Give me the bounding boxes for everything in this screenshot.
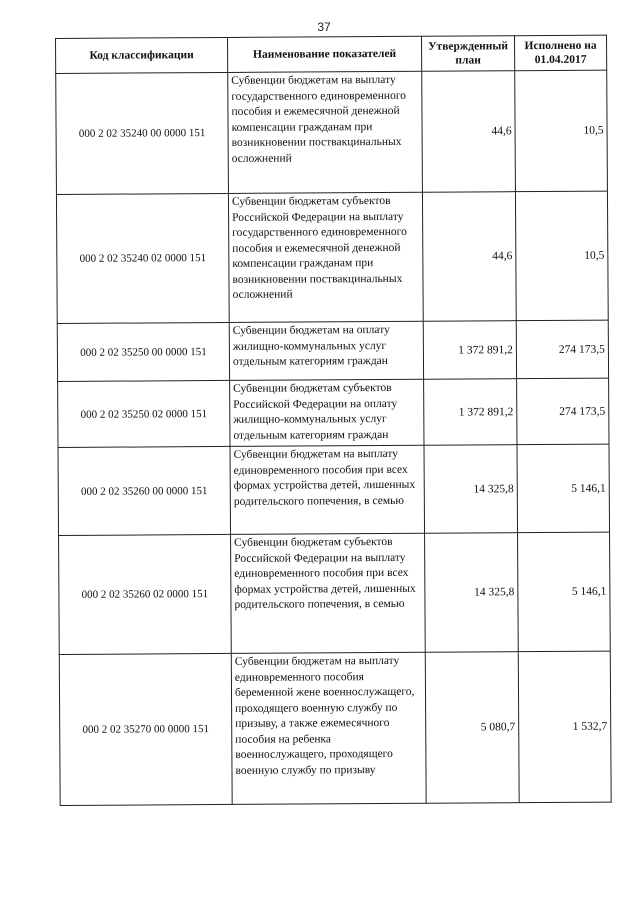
table-row (57, 320, 608, 381)
table-row (58, 378, 609, 447)
row-plan: 1 372 891,2 (423, 321, 516, 380)
page-number: 37 (317, 20, 331, 34)
row-name: Субвенции бюджетам на выплату единовременного пособия беременной жене военнослужащего, проходящего военную службу по призыву, а также ежемесячного пособия на ребенка военнослужащего, проходящего военную службу по призыву (231, 652, 426, 804)
row-code: 000 2 02 35260 02 0000 151 (59, 534, 232, 654)
row-plan: 14 325,8 (425, 533, 519, 653)
row-name: Субвенции бюджетам на выплату государственного единовременного пособия и ежемесячной денежной компенсации гражданам при возникновении поствакцинальных осложнений (228, 71, 423, 193)
row-plan: 44,6 (422, 192, 516, 322)
row-executed: 10,5 (515, 191, 608, 321)
row-code: 000 2 02 35240 00 0000 151 (56, 72, 229, 194)
row-executed: 5 146,1 (517, 444, 610, 533)
row-name: Субвенции бюджетам на выплату единовременного пособия при всех формах устройства детей, лишенных родительского попечения, в семью (230, 445, 425, 534)
row-name: Субвенции бюджетам на оплату жилищно-коммунальных услуг отдельным категориям граждан (229, 321, 423, 380)
table-row (58, 444, 610, 535)
row-plan: 14 325,8 (424, 445, 518, 534)
table-row (56, 70, 608, 194)
table-row (56, 191, 608, 323)
row-executed: 274 173,5 (516, 320, 608, 379)
row-plan: 5 080,7 (425, 652, 519, 804)
table-row (59, 651, 611, 805)
row-name: Субвенции бюджетам субъектов Российской Федерации на выплату государственного единовременного пособия и ежемесячной денежной компенсации гражданам при возникновении поствакцинальных осложнений (228, 192, 423, 322)
row-plan: 1 372 891,2 (424, 379, 517, 446)
table-header-row (56, 35, 607, 73)
row-executed: 274 173,5 (517, 378, 609, 445)
row-executed: 1 532,7 (518, 651, 611, 803)
row-name: Субвенции бюджетам субъектов Российской Федерации на выплату единовременного пособия при всех формах устройства детей, лишенных родительского попечения, в семью (231, 533, 426, 653)
row-code: 000 2 02 35270 00 0000 151 (59, 653, 232, 805)
budget-table (55, 35, 612, 806)
row-plan: 44,6 (422, 71, 516, 193)
row-code: 000 2 02 35240 02 0000 151 (56, 193, 229, 323)
header-name: Наименование показателей (227, 36, 421, 72)
row-code: 000 2 02 35250 00 0000 151 (57, 322, 229, 381)
header-code: Код классификации (56, 37, 228, 73)
header-plan: Утвержденный план (421, 36, 514, 72)
row-executed: 10,5 (515, 70, 608, 192)
header-executed: Исполнено на 01.04.2017 (514, 35, 606, 71)
row-name: Субвенции бюджетам субъектов Российской Федерации на оплату жилищно-коммунальных услуг отдельным категориям граждан (230, 379, 424, 446)
table-row (59, 532, 611, 654)
row-code: 000 2 02 35250 02 0000 151 (58, 380, 230, 447)
row-code: 000 2 02 35260 00 0000 151 (58, 446, 231, 535)
row-executed: 5 146,1 (518, 532, 611, 652)
